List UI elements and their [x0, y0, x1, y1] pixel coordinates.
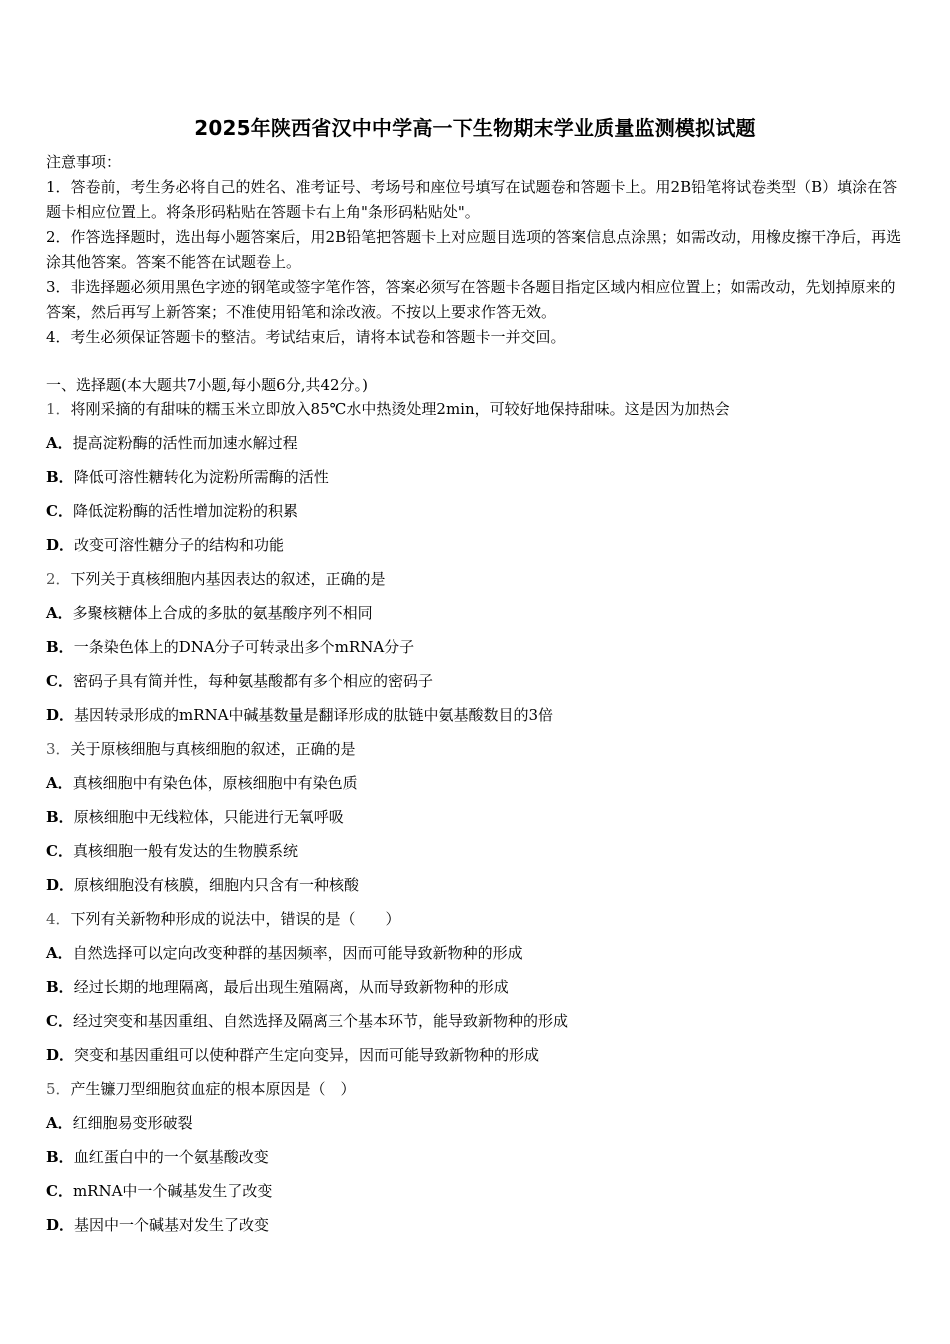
option-letter: B．	[46, 638, 74, 656]
option-letter: D．	[46, 706, 75, 724]
answer-option	[46, 806, 906, 840]
answer-option	[46, 466, 906, 500]
option-text: 基因转录形成的mRNA中碱基数量是翻译形成的肽链中氨基酸数目的3倍	[74, 706, 554, 724]
question-text: 下列有关新物种形成的说法中，错误的是（ ）	[70, 910, 401, 928]
answer-option	[46, 704, 906, 738]
option-text: 降低淀粉酶的活性增加淀粉的积累	[72, 502, 298, 520]
answer-option	[46, 500, 906, 534]
notes-heading: 注意事项：	[46, 153, 122, 171]
question-text: 关于原核细胞与真核细胞的叙述，正确的是	[70, 740, 356, 758]
option-letter: B．	[46, 808, 74, 826]
answer-option	[46, 976, 906, 1010]
option-text: 突变和基因重组可以使种群产生定向变异，因而可能导致新物种的形成	[74, 1046, 540, 1064]
option-text: 真核细胞中有染色体，原核细胞中有染色质	[72, 774, 358, 792]
answer-option	[46, 772, 906, 806]
answer-option	[46, 1146, 906, 1180]
answer-option	[46, 534, 906, 568]
answer-option	[46, 942, 906, 976]
note-item: 4．考生必须保证答题卡的整洁。考试结束后，请将本试卷和答题卡一并交回。	[46, 328, 566, 346]
option-letter: D．	[46, 1046, 75, 1064]
answer-option	[46, 1044, 906, 1078]
question-stem	[46, 568, 906, 602]
option-letter: C．	[46, 502, 73, 520]
option-text: 原核细胞中无线粒体，只能进行无氧呼吸	[73, 808, 344, 826]
option-letter: B．	[46, 468, 74, 486]
section-heading: 一、选择题(本大题共7小题,每小题6分,共42分。)	[46, 376, 368, 394]
answer-option	[46, 840, 906, 874]
question-number: 2．	[46, 570, 71, 588]
question-number: 5．	[46, 1080, 71, 1098]
option-letter: A．	[46, 1114, 73, 1132]
answer-option	[46, 1180, 906, 1214]
answer-option	[46, 1214, 906, 1248]
option-letter: C．	[46, 672, 73, 690]
note-item: 1．答卷前，考生务必将自己的姓名、准考证号、考场号和座位号填写在试题卷和答题卡上。用2B铅笔将试卷类型（B）填涂在答题卡相应位置上。将条形码粘贴在答题卡右上角"条形码粘贴处"。	[46, 178, 898, 221]
option-text: 密码子具有简并性，每种氨基酸都有多个相应的密码子	[72, 672, 433, 690]
option-letter: A．	[46, 604, 73, 622]
option-letter: D．	[46, 536, 75, 554]
option-text: 血红蛋白中的一个氨基酸改变	[73, 1148, 269, 1166]
option-text: 提高淀粉酶的活性而加速水解过程	[72, 434, 298, 452]
option-letter: A．	[46, 774, 73, 792]
note-item: 2．作答选择题时，选出每小题答案后，用2B铅笔把答题卡上对应题目选项的答案信息点涂黑；如需改动，用橡皮擦干净后，再选涂其他答案。答案不能答在试题卷上。	[46, 228, 902, 271]
option-text: 改变可溶性糖分子的结构和功能	[74, 536, 285, 554]
option-text: 一条染色体上的DNA分子可转录出多个mRNA分子	[73, 638, 415, 656]
question-stem	[46, 738, 906, 772]
question-number: 1．	[46, 400, 71, 418]
question-number: 4．	[46, 910, 71, 928]
question-text: 产生镰刀型细胞贫血症的根本原因是（ ）	[70, 1080, 356, 1098]
question-stem	[46, 398, 906, 432]
option-letter: B．	[46, 978, 74, 996]
option-letter: C．	[46, 842, 73, 860]
option-text: 多聚核糖体上合成的多肽的氨基酸序列不相同	[72, 604, 373, 622]
answer-option	[46, 602, 906, 636]
option-text: 降低可溶性糖转化为淀粉所需酶的活性	[73, 468, 329, 486]
question-stem	[46, 908, 906, 942]
option-text: 真核细胞一般有发达的生物膜系统	[72, 842, 298, 860]
question-number: 3．	[46, 740, 71, 758]
option-letter: C．	[46, 1012, 73, 1030]
answer-option	[46, 432, 906, 466]
option-text: 红细胞易变形破裂	[72, 1114, 193, 1132]
option-text: 原核细胞没有核膜，细胞内只含有一种核酸	[74, 876, 360, 894]
option-text: 自然选择可以定向改变种群的基因频率，因而可能导致新物种的形成	[72, 944, 523, 962]
question-list	[46, 398, 906, 1248]
option-letter: A．	[46, 944, 73, 962]
answer-option	[46, 1112, 906, 1146]
option-letter: D．	[46, 876, 75, 894]
option-letter: A．	[46, 434, 73, 452]
question-stem	[46, 1078, 906, 1112]
option-letter: B．	[46, 1148, 74, 1166]
question-text: 将刚采摘的有甜味的糯玉米立即放入85℃水中热烫处理2min，可较好地保持甜味。这是因为加热会	[70, 400, 730, 418]
option-text: 经过长期的地理隔离，最后出现生殖隔离，从而导致新物种的形成	[73, 978, 509, 996]
note-item: 3．非选择题必须用黑色字迹的钢笔或签字笔作答，答案必须写在答题卡各题目指定区域内相应位置上；如需改动，先划掉原来的答案，然后再写上新答案；不准使用铅笔和涂改液。不按以上要求作答无效。	[46, 278, 896, 321]
answer-option	[46, 670, 906, 704]
question-text: 下列关于真核细胞内基因表达的叙述，正确的是	[70, 570, 386, 588]
option-letter: D．	[46, 1216, 75, 1234]
option-text: 经过突变和基因重组、自然选择及隔离三个基本环节，能导致新物种的形成	[72, 1012, 568, 1030]
page-title: 2025年陕西省汉中中学高一下生物期末学业质量监测模拟试题	[194, 116, 756, 140]
answer-option	[46, 1010, 906, 1044]
answer-option	[46, 874, 906, 908]
option-letter: C．	[46, 1182, 73, 1200]
notes-block	[46, 150, 906, 350]
answer-option	[46, 636, 906, 670]
option-text: mRNA中一个碱基发生了改变	[72, 1182, 273, 1200]
option-text: 基因中一个碱基对发生了改变	[74, 1216, 270, 1234]
